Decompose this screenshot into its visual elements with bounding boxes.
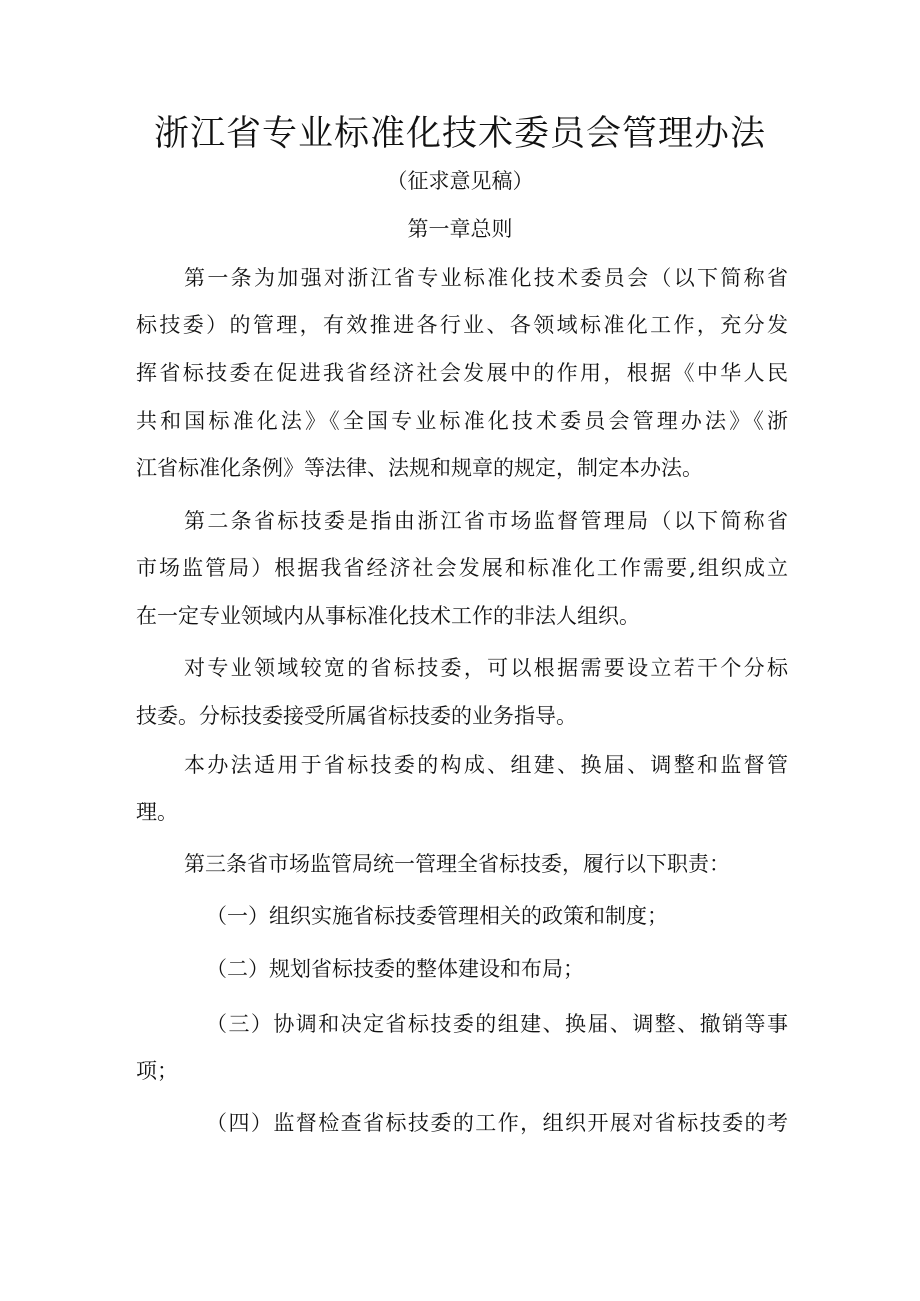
article-1-line-3: 挥省标技委在促进我省经济社会发展中的作用，根据《中华人民 (136, 361, 788, 385)
article-3-item-4-line-1: （四）监督检查省标技委的工作，组织开展对省标技委的考 (206, 1111, 788, 1135)
document-title: 浙江省专业标准化技术委员会管理办法 (153, 114, 766, 154)
article-2-para-2-line-1: 对专业领域较宽的省标技委，可以根据需要设立若干个分标 (184, 656, 788, 680)
article-3-item-3-line-1: （三）协调和决定省标技委的组建、换届、调整、撤销等事 (206, 1012, 788, 1036)
chapter-heading: 第一章总则 (407, 217, 513, 241)
article-2-line-1: 第二条省标技委是指由浙江省市场监督管理局（以下简称省 (184, 509, 788, 533)
article-2-line-3: 在一定专业领域内从事标准化技术工作的非法人组织。 (136, 604, 640, 628)
article-1-line-1: 第一条为加强对浙江省专业标准化技术委员会（以下简称省 (184, 266, 788, 290)
article-3-line-1: 第三条省市场监管局统一管理全省标技委，履行以下职责： (184, 852, 730, 876)
article-3-item-1: （一）组织实施省标技委管理相关的政策和制度； (206, 904, 668, 928)
article-3-item-2: （二）规划省标技委的整体建设和布局； (206, 957, 584, 981)
article-3-item-3-line-2: 项； (136, 1059, 178, 1083)
article-2-line-2: 市场监管局）根据我省经济社会发展和标准化工作需要,组织成立 (136, 556, 788, 580)
article-2-para-2-line-2: 技委。分标技委接受所属省标技委的业务指导。 (136, 704, 577, 728)
article-2-para-3-line-1: 本办法适用于省标技委的构成、组建、换届、调整和监督管 (184, 753, 788, 777)
document-subtitle: （征求意见稿） (386, 169, 534, 193)
article-1-line-2: 标技委）的管理，有效推进各行业、各领域标准化工作，充分发 (136, 313, 788, 337)
article-1-line-5: 江省标准化条例》等法律、法规和规章的规定，制定本办法。 (136, 456, 703, 480)
article-1-line-4: 共和国标准化法》《全国专业标准化技术委员会管理办法》《浙 (136, 409, 788, 433)
article-2-para-3-line-2: 理。 (136, 800, 178, 824)
